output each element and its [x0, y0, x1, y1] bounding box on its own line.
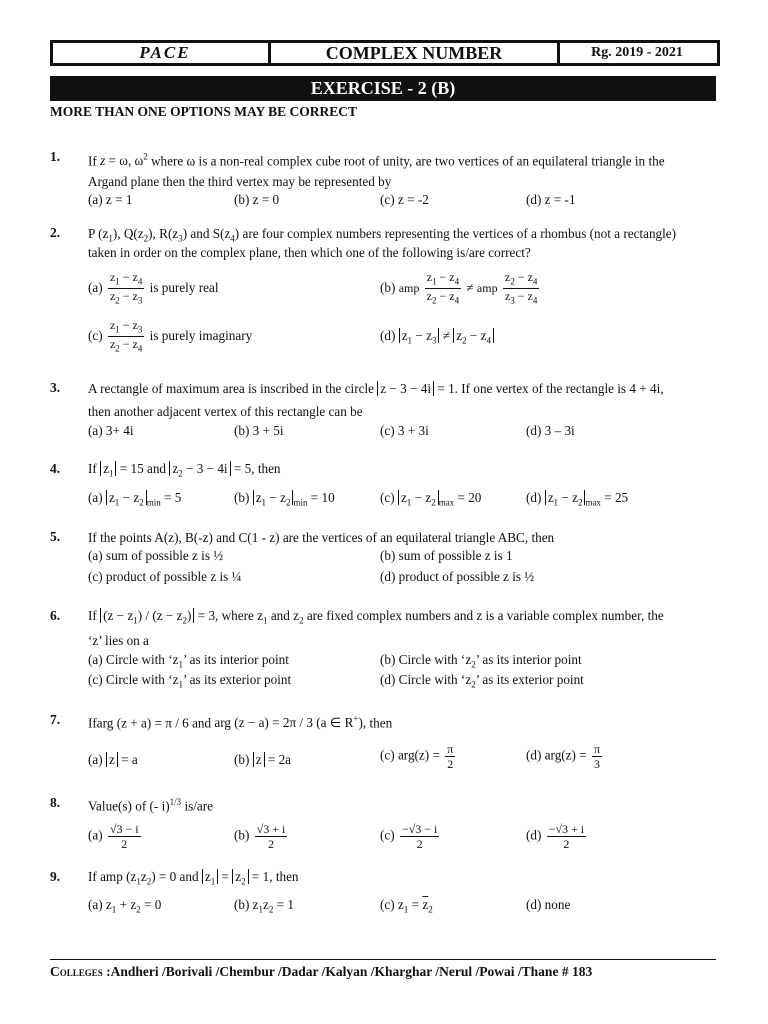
footer-rule: [50, 959, 716, 960]
question-number: 6.: [50, 608, 61, 623]
instruction: MORE THAN ONE OPTIONS MAY BE CORRECT: [50, 104, 358, 119]
question-number: 5.: [50, 529, 61, 544]
question-9-line1: If amp $(z_1z_2) = 0$ and $z_1 = z_2 = 1$, then: [88, 869, 299, 887]
question-number: 4.: [50, 461, 61, 476]
option-a[interactable]: (a) $\frac{√3 - i}{2}$: [88, 822, 139, 851]
header-divider-1: [268, 40, 271, 66]
question-number: 9.: [50, 869, 61, 884]
option-a[interactable]: (a) $z_1 + z_2 = 0$: [88, 897, 162, 915]
option-a[interactable]: (a) Circle with ‘$z_1$’ as its interior point: [88, 652, 289, 670]
exercise-title: EXERCISE - 2 (B): [50, 76, 716, 101]
question-3-line1: A rectangle of maximum area is inscribed in the circle z − 3 − 4i = 1. If one vertex of the rectangle is 4 + 4i,: [88, 381, 664, 396]
option-d[interactable]: (d) Circle with ‘$z_2$’ as its exterior point: [380, 672, 584, 690]
question-4-line1: If $z_1 = 15$ and $z_2 - 3 - 4i = 5$, then: [88, 461, 281, 479]
option-a[interactable]: (a) sum of possible z is ½: [88, 548, 224, 563]
option-a[interactable]: (a) 3+ 4i: [88, 423, 134, 438]
option-c[interactable]: (c) product of possible z is ¼: [88, 569, 242, 584]
page-number: # 183: [561, 964, 593, 979]
reg-label: Rg. 2019 - 2021: [591, 45, 683, 60]
option-c[interactable]: (c) 3 + 3i: [380, 423, 429, 438]
question-1-line1: If z = ω, $\omega^2$ where ω is a non-real complex cube root of unity, are two vertices of an equilateral triangle in the: [88, 152, 665, 169]
option-b[interactable]: (b) $z_1z_2 = 1$: [234, 897, 295, 915]
question-3-line2: then another adjacent vertex of this rectangle can be: [88, 404, 363, 419]
option-d[interactable]: (d) $\frac{-√3 + i}{2}$: [526, 822, 585, 851]
colleges-list: Andheri /Borivali /Chembur /Dadar /Kalyan /Kharghar /Nerul /Powai /Thane: [110, 964, 559, 979]
question-5-line1: If the points A(z), B(-z) and C(1 - z) are the vertices of an equilateral triangle ABC, then: [88, 530, 555, 545]
option-d[interactable]: (d) $z_1 - z_3 \ne z_2 - z_4$: [380, 328, 494, 346]
question-number: 1.: [50, 149, 61, 164]
question-number: 8.: [50, 795, 61, 810]
question-2-line1: P $(z_1)$, $Q(z_2)$, $R(z_3)$ and $S(z_4)$ are four complex numbers representing the vertices of a rhombus (not a rectangle): [88, 226, 677, 244]
option-d[interactable]: (d) 3 – 3i: [526, 423, 575, 438]
option-a[interactable]: (a) $z_1 - z_2$ $_{min}$ = 5: [88, 490, 182, 508]
option-c[interactable]: (c) $z_1 - z_2$ $_{max}$ = 20: [380, 490, 482, 508]
header-divider-2: [557, 40, 560, 66]
colleges-label: Colleges :: [50, 964, 111, 979]
option-a[interactable]: (a) z = 1: [88, 192, 133, 207]
option-b[interactable]: (b) sum of possible z is 1: [380, 548, 513, 563]
logo: PACE: [139, 43, 191, 62]
option-b[interactable]: (b) amp $\frac{z_1 - z_4}{z_2 - z_4}$ ≠ amp $\frac{z_2 - z_4}{z_3 - z_4}$: [380, 270, 538, 306]
question-6-line1: If $(z - z_1) / (z - z_2) = 3$, where $z_1$ and $z_2$ are fixed complex numbers and z is a variable complex number, the: [88, 608, 664, 626]
option-b[interactable]: (b) z = 2a: [234, 752, 292, 767]
page-title: COMPLEX NUMBER: [325, 43, 503, 63]
option-a[interactable]: (a) $\frac{z_1 - z_4}{z_2 - z_3}$ is purely real: [88, 270, 219, 306]
option-c[interactable]: (c) $\frac{z_1 - z_3}{z_2 - z_4}$ is purely imaginary: [88, 318, 253, 354]
option-c[interactable]: (c) arg(z) = $\frac{\pi}{2}$: [380, 742, 454, 771]
question-number: 3.: [50, 380, 61, 395]
option-b[interactable]: (b) 3 + 5i: [234, 423, 284, 438]
option-a[interactable]: (a) z = a: [88, 752, 138, 767]
question-2-line2: taken in order on the complex plane, then which one of the following is/are correct?: [88, 245, 531, 260]
question-8-line1: Value(s) of (- i)$^{1/3}$ is/are: [88, 797, 214, 814]
question-6-line2: ‘z’ lies on a: [88, 633, 149, 648]
option-d[interactable]: (d) z = -1: [526, 192, 576, 207]
option-d[interactable]: (d) product of possible z is ½: [380, 569, 535, 584]
option-b[interactable]: (b) $\frac{√3 + i}{2}$: [234, 822, 286, 851]
option-d[interactable]: (d) $z_1 - z_2$ $_{max}$ = 25: [526, 490, 629, 508]
footer: [50, 964, 592, 980]
option-d[interactable]: (d) none: [526, 897, 571, 912]
question-1-line2: Argand plane then the third vertex may be represented by: [88, 174, 392, 189]
question-7-line1: Ifarg (z + a) = π / 6 and arg (z − a) = 2π / 3 (a ∈ R+), then: [88, 714, 393, 731]
option-b[interactable]: (b) Circle with ‘$z_2$’ as its interior point: [380, 652, 582, 670]
option-c[interactable]: (c) $\frac{-√3 - i}{2}$: [380, 822, 438, 851]
option-b[interactable]: (b) z = 0: [234, 192, 280, 207]
option-d[interactable]: (d) arg(z) = $\frac{\pi}{3}$: [526, 742, 601, 771]
question-number: 2.: [50, 225, 61, 240]
option-c[interactable]: (c) $z_1 = \overline{z}_2$: [380, 897, 433, 915]
option-c[interactable]: (c) z = -2: [380, 192, 429, 207]
option-b[interactable]: (b) $z_1 - z_2$ $_{min}$ = 10: [234, 490, 335, 508]
question-number: 7.: [50, 712, 61, 727]
option-c[interactable]: (c) Circle with ‘$z_1$’ as its exterior point: [88, 672, 292, 690]
